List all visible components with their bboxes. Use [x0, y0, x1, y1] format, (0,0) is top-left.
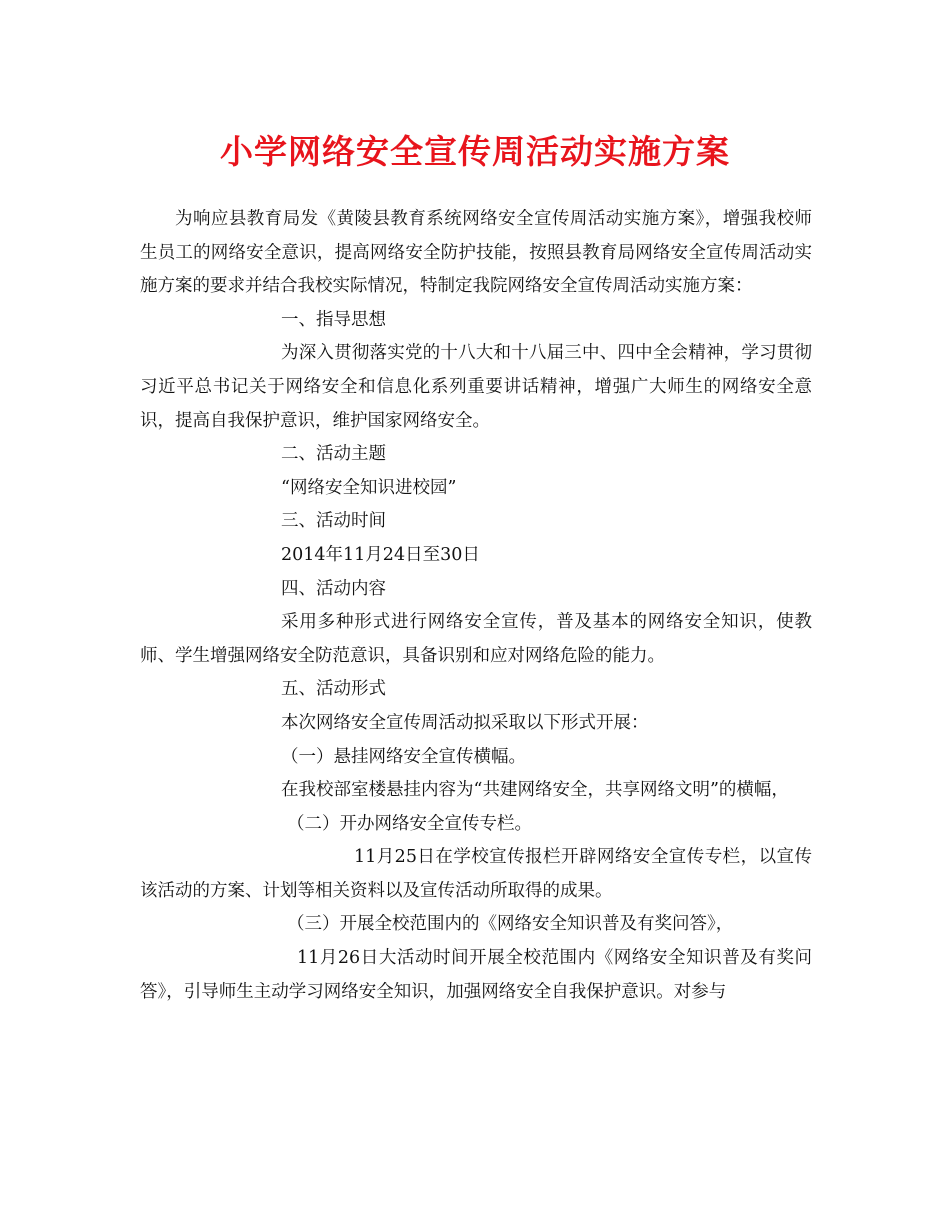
sub-item-1-text: 在我校部室楼悬挂内容为“共建网络安全，共享网络文明”的横幅， — [281, 780, 789, 801]
sub-item-2-heading: （二）开办网络安全宣传专栏。 — [287, 813, 532, 834]
sub-item-3-heading: （三）开展全校范围内的《网络安全知识普及有奖问答》， — [287, 914, 734, 935]
section-heading-1: 一、指导思想 — [281, 309, 386, 330]
activity-form-intro: 本次网络安全宣传周活动拟采取以下形式开展： — [281, 712, 649, 733]
section-heading-5: 五、活动形式 — [281, 679, 386, 700]
guiding-thought-paragraph: 为深入贯彻落实党的十八大和十八届三中、四中全会精神，学习贯彻习近平总书记关于网络安全和信息化系列重要讲话精神，增强广大师生的网络安全意识，提高自我保护意识，维护国家网络安全。 — [140, 343, 812, 431]
sub-item-2-text: 11月25日在学校宣传报栏开辟网络安全宣传专栏，以宣传该活动的方案、计划等相关资料以及宣传活动所取得的成果。 — [140, 847, 812, 901]
activity-theme-text: “网络安全知识进校园” — [281, 477, 457, 498]
intro-paragraph: 为响应县教育局发《黄陵县教育系统网络安全宣传周活动实施方案》，增强我校师生员工的网络安全意识，提高网络安全防护技能，按照县教育局网络安全宣传周活动实施方案的要求并结合我校实际情况，特制定我院网络安全宣传周活动实施方案： — [140, 209, 812, 297]
document-title: 小学网络安全宣传周活动实施方案 — [220, 132, 730, 171]
sub-item-1-heading: （一）悬挂网络安全宣传横幅。 — [281, 746, 526, 767]
activity-content-paragraph: 采用多种形式进行网络安全宣传，普及基本的网络安全知识，使教师、学生增强网络安全防范意识，具备识别和应对网络危险的能力。 — [140, 612, 812, 666]
section-heading-3: 三、活动时间 — [281, 511, 386, 532]
section-heading-4: 四、活动内容 — [281, 578, 386, 599]
section-heading-2: 二、活动主题 — [281, 444, 386, 465]
document-body — [140, 203, 812, 1009]
activity-time-text: 2014年11月24日至30日 — [281, 544, 480, 565]
sub-item-3-text: 11月26日大活动时间开展全校范围内《网络安全知识普及有奖问答》，引导师生主动学习网络安全知识，加强网络安全自我保护意识。对参与 — [140, 948, 812, 1002]
